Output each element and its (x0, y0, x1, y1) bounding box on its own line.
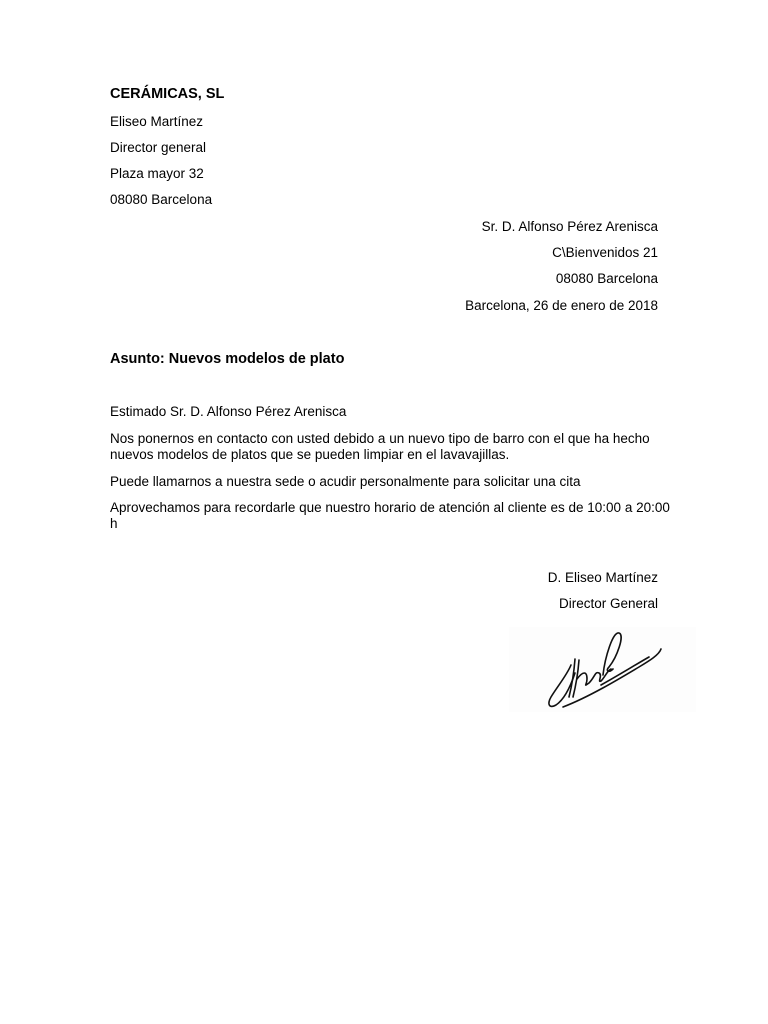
sender-name: Eliseo Martínez (110, 114, 204, 129)
closing-title: Director General (558, 596, 658, 611)
sender-position: Director general (110, 140, 207, 155)
letter-date: Barcelona, 26 de enero de 2018 (465, 298, 658, 313)
recipient-name: Sr. D. Alfonso Pérez Arenisca (481, 219, 658, 234)
body-paragraph: Aprovechamos para recordarle que nuestro horario de atención al cliente es de 10:00 a 20:00 h (110, 500, 670, 531)
body-paragraph: Nos ponernos en contacto con usted debido a un nuevo tipo de barro con el que ha hecho nuevos modelos de platos que se pueden limpiar en el lavavajillas. (110, 431, 650, 462)
body-paragraph: Puede llamarnos a nuestra sede o acudir personalmente para solicitar una cita (110, 474, 581, 489)
closing-name: D. Eliseo Martínez (547, 570, 658, 585)
recipient-city: 08080 Barcelona (555, 271, 658, 286)
sender-address: Plaza mayor 32 (110, 166, 204, 181)
sender-city: 08080 Barcelona (110, 192, 213, 207)
handwritten-signature (509, 627, 696, 712)
sender-company: CERÁMICAS, SL (110, 86, 225, 102)
recipient-address: C\Bienvenidos 21 (552, 245, 658, 260)
letter-subject: Asunto: Nuevos modelos de plato (110, 351, 345, 367)
letter-greeting: Estimado Sr. D. Alfonso Pérez Arenisca (110, 404, 347, 419)
